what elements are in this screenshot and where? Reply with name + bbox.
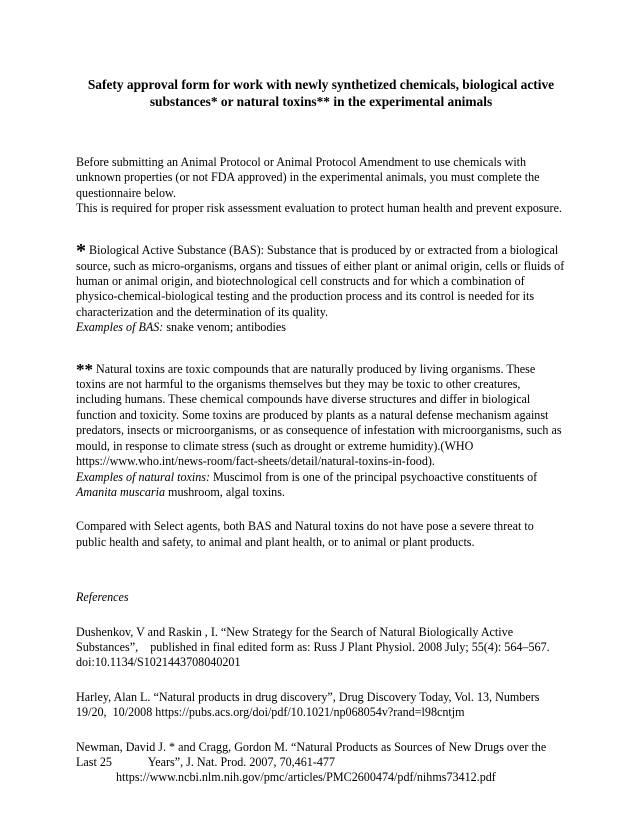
toxins-examples — [76, 470, 566, 501]
toxins-definition-text: Natural toxins are toxic compounds that are naturally produced by living organisms. These toxins are not harmful to the organisms themselves but they may be toxic to other creatures, including humans. These chemical compounds have diverse structures and differ in biological function and toxicity. Some toxins are produced by plants as a natural defense mechanism against predators, insects or microorganisms, or as consequence of infestation with microorganisms, such as mould, in response to climate stress (such as drought or extreme humidity).(WHO https://www.who.int/news-room/fact-sheets/detail/natural-toxins-in-food). — [76, 361, 562, 469]
toxins-marker: ** — [76, 359, 93, 379]
reference-item: Newman, David J. * and Cragg, Gordon M. “Natural Products as Sources of New Drugs over the Last 25 Years”, J. Nat. Prod. 2007, 70,461-477 — [76, 739, 547, 769]
toxins-species-name: Amanita muscaria — [76, 484, 166, 499]
bas-examples-text: snake venom; antibodies — [163, 320, 286, 335]
bas-examples — [76, 320, 566, 335]
comparison-paragraph: Compared with Select agents, both BAS and Natural toxins do not have pose a severe threat to public health and safety, to animal and plant health, or to animal or plant products. — [76, 519, 534, 549]
reference-url: https://www.ncbi.nlm.nih.gov/pmc/articles/PMC2600474/pdf/nihms73412.pdf — [116, 770, 496, 785]
bas-examples-label: Examples of BAS: — [76, 320, 164, 335]
toxins-examples-text: Muscimol from is one of the principal psychoactive constituents of — [210, 469, 538, 484]
toxins-definition — [76, 359, 566, 470]
bas-marker: * — [76, 239, 86, 262]
intro-requirement-paragraph: This is required for proper risk assessment evaluation to protect human health and prevent exposure. — [76, 201, 562, 216]
bas-definition-text: Biological Active Substance (BAS): Substance that is produced by or extracted from a biological source, such as micro-organisms, organs and tissues of either plant or animal origin, cells or fluids of human or animal origin, and biotechnological cell constructs and for which a combination of physico-chemical-biological testing and the production process and its control is needed for its characterization and the determination of its quality. — [76, 242, 565, 319]
toxins-examples-tail: mushroom, algal toxins. — [165, 484, 285, 499]
bas-definition — [76, 239, 566, 321]
document-page — [76, 76, 566, 786]
references-heading: References — [76, 590, 129, 605]
reference-item: Dushenkov, V and Raskin , I. “New Strategy for the Search of Natural Biologically Active Substances”, published in final edited form as: Russ J Plant Physiol. 2008 July; 55(4): 564–567. doi:10.1134/S1021443708040201 — [76, 624, 559, 670]
reference-item: Harley, Alan L. “Natural products in drug discovery”, Drug Discovery Today, Vol. 13, Numbers 19/20, 10/2008 https://pubs.acs.org/doi/pdf/10.1021/np068054v?rand=l98cntjm — [76, 689, 540, 720]
page-title: Safety approval form for work with newly synthetized chemicals, biological active substances* or natural toxins** in the experimental animals — [87, 77, 555, 109]
toxins-examples-label: Examples of natural toxins: — [76, 469, 211, 484]
intro-paragraph: Before submitting an Animal Protocol or Animal Protocol Amendment to use chemicals with unknown properties (or not FDA approved) in the experimental animals, you must complete the questionnaire below. — [76, 155, 540, 200]
